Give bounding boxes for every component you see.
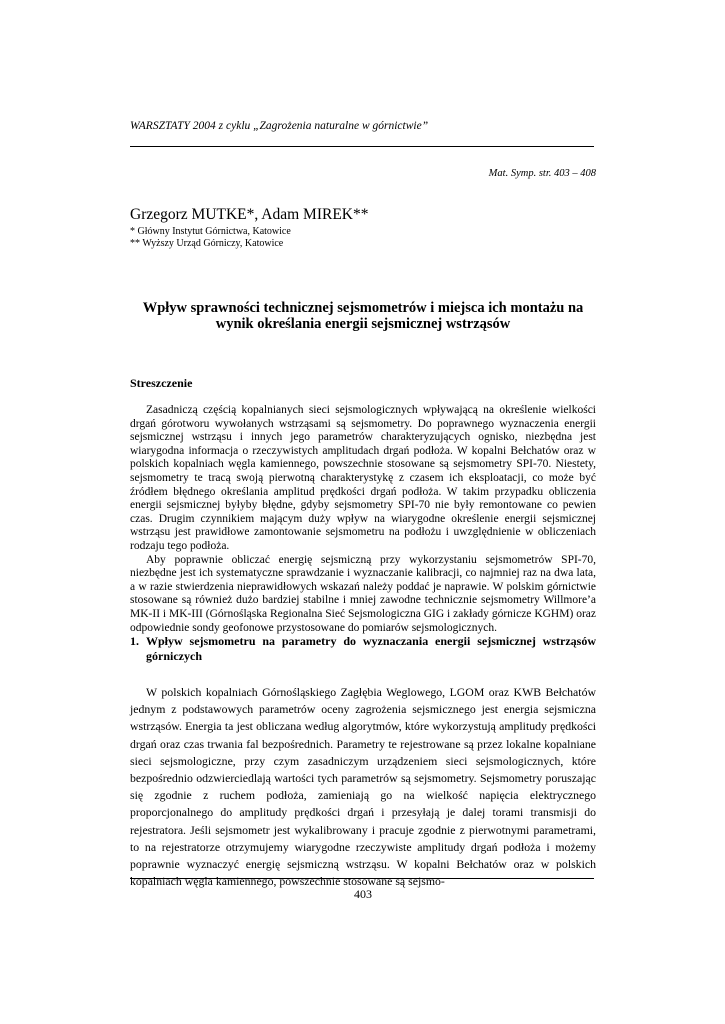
abstract — [130, 404, 596, 635]
header-rule — [130, 146, 594, 147]
page-number: 403 — [354, 887, 372, 901]
section-title: Wpływ sejsmometru na parametry do wyznaczania energii sejsmicznej wstrząsów górniczych — [146, 634, 596, 663]
abstract-heading: Streszczenie — [130, 376, 193, 390]
series-header: WARSZTATY 2004 z cyklu „Zagrożenia naturalne w górnictwie” — [130, 120, 429, 132]
body-paragraph: W polskich kopalniach Górnośląskiego Zagłębia Weglowego, LGOM oraz KWB Bełchatów jednym z podstawowych parametrów oceny zagrożenia sejsmicznego jest energia sejsmiczna wstrząsów. Energia ta jest obliczana według algorytmów, które wykorzystują amplitudy prędkości drgań oraz czas trwania fal bezpośrednich. Parametry te rejestrowane są przez lokalne kopalniane sieci sejsmologiczne, przy czym zasadniczym urządzeniem sieci sejsmologicznych, które bezpośrednio odzwierciedlają wartości tych parametrów są sejsmometry. Sejsmometry poruszając się zgodnie z ruchem podłoża, zamieniają go na wielkość napięcia elektrycznego proporcjonalnego do amplitudy prędkości drgań i przesyłają je dalej torami transmisji do rejestratora. Jeśli sejsmometr jest wykalibrowany i pracuje zgodnie z pierwotnymi parametrami, to na rejestratorze otrzymujemy wiarygodne rzeczywiste amplitudy drgań podłoża i możemy poprawnie wyznaczyć energię sejsmiczną wstrząsu. W kopalni Bełchatów oraz w polskich kopalniach węgla kamiennego, powszechnie stosowane są sejsmo- — [130, 685, 596, 889]
authors: Grzegorz MUTKE*, Adam MIREK** — [130, 206, 369, 223]
affiliation-1: * Główny Instytut Górnictwa, Katowice — [130, 226, 291, 237]
paper-title: Wpływ sprawności technicznej sejsmometrów i miejsca ich montażu na wynik określania energii sejsmicznej wstrząsów — [142, 300, 584, 332]
section-number: 1. — [130, 634, 139, 648]
section-heading — [130, 634, 596, 664]
abstract-paragraph-2: Aby poprawnie obliczać energię sejsmiczną przy wykorzystaniu sejsmometrów SPI-70, niezbędne jest ich systematyczne sprawdzanie i wyznaczanie kalibracji, co najmniej raz na dwa lata, a w razie stwierdzenia nieprawidłowych wskazań należy poddać je naprawie. W polskim górnictwie stosowane są również dużo bardziej stabilne i mniej zawodne technicznie sejsmometry Willmore’a MK-II i MK-III (Górnośląska Regionalna Sieć Sejsmologiczna GIG i zakłady górnicze KGHM) oraz odpowiednie sondy geofonowe przystosowane do pomiarów sejsmologicznych. — [130, 553, 596, 634]
abstract-paragraph-1: Zasadniczą częścią kopalnianych sieci sejsmologicznych wpływającą na określenie wielkości drgań górotworu wywołanych wstrząsami są sejsmometry. Do poprawnego wyznaczenia energii sejsmicznej wstrząsu i innych jego parametrów charakteryzujących ognisko, niezbędna jest wiarygodna informacja o rzeczywistych amplitudach drgań podłoża. W kopalni Bełchatów oraz w polskich kopalniach węgla kamiennego, powszechnie stosowane są sejsmometry SPI-70. Niestety, sejsmometry te tracą swoją pierwotną charakterystykę z czasem ich eksploatacji, co może być źródłem błędnego określania amplitud prędkości drgań podłoża. W takim przypadku obliczenia energii sejsmicznej byłyby błędne, gdyby sejsmometry SPI-70 nie były remontowane co pewien czas. Drugim czynnikiem mającym duży wpływ na wiarygodne określenie energii sejsmicznej wstrząsu jest prawidłowe zamontowanie sejsmometru na podłożu i uwzględnienie w obliczeniach rodzaju tego podłoża. — [130, 404, 596, 552]
footer-rule — [130, 878, 594, 879]
paper-page — [130, 0, 596, 1024]
affiliation-2: ** Wyższy Urząd Górniczy, Katowice — [130, 238, 284, 249]
section-body — [130, 684, 596, 890]
page-reference: Mat. Symp. str. 403 – 408 — [488, 168, 596, 179]
